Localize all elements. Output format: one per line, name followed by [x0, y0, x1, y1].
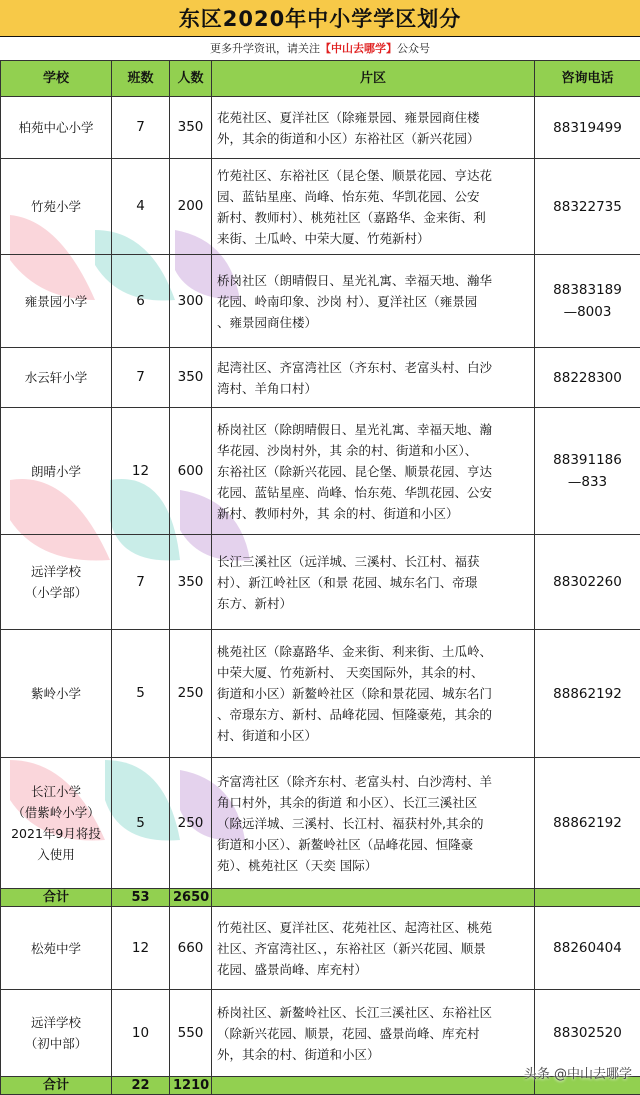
- area-line: 东方、新村）: [217, 596, 292, 611]
- phone-number: [535, 348, 640, 408]
- school-line: （初中部）: [25, 1036, 88, 1051]
- phone-line: 88862192: [553, 815, 622, 831]
- phone-line: 88391186: [553, 452, 622, 468]
- phone-line: 88302520: [553, 1025, 622, 1041]
- middle-school-rows: [1, 907, 640, 1077]
- student-count: 550: [170, 990, 212, 1077]
- school-name: [1, 255, 112, 348]
- school-district-table: [0, 60, 640, 1095]
- district-area: [212, 348, 535, 408]
- table-row: [1, 630, 640, 758]
- area-line: 街道和小区）、新鳌岭社区（品峰花园、恒隆豪: [217, 837, 473, 852]
- area-line: 花园、岭南印象、沙岗 村）、夏洋社区（雍景园: [217, 294, 477, 309]
- phone-line: —8003: [564, 304, 612, 320]
- table-row: [1, 535, 640, 630]
- total-label: 合计: [1, 1077, 112, 1095]
- table-row: [1, 159, 640, 255]
- student-count: 200: [170, 159, 212, 255]
- phone-line: 88228300: [553, 370, 622, 386]
- district-area: [212, 990, 535, 1077]
- school-line: 雍景园小学: [25, 294, 88, 309]
- source-watermark: 头条 @中山去哪学: [524, 1063, 632, 1082]
- student-count: 660: [170, 907, 212, 990]
- area-line: 竹苑社区、夏洋社区、花苑社区、起湾社区、桃苑: [217, 920, 492, 935]
- class-count: 7: [112, 97, 170, 159]
- school-line: 紫岭小学: [31, 686, 81, 701]
- table-row: [1, 255, 640, 348]
- school-line: 朗晴小学: [31, 464, 81, 479]
- school-name: [1, 159, 112, 255]
- area-line: 村）、新江岭社区（和景 花园、城东名门、帝璟: [217, 575, 477, 590]
- area-line: 社区、齐富湾社区、，东裕社区（新兴花园、顺景: [217, 941, 486, 956]
- class-count: 12: [112, 408, 170, 535]
- page-title: 东区2020年中小学学区划分: [0, 0, 640, 37]
- table-header-row: [1, 61, 640, 97]
- phone-number: [535, 255, 640, 348]
- area-line: 园、蓝钻星座、尚峰、怡东苑、华凯花园、公安: [217, 189, 480, 204]
- phone-line: 88322735: [553, 199, 622, 215]
- class-count: 5: [112, 758, 170, 889]
- total-classes: 53: [112, 889, 170, 907]
- area-line: 街道和小区）新鳌岭社区（除和景花园、城东名门: [217, 686, 492, 701]
- area-line: 湾村、羊角口村）: [217, 381, 317, 396]
- subtitle-prefix: 更多升学资讯，请关注: [210, 40, 320, 56]
- total-empty: [212, 889, 535, 907]
- district-area: [212, 97, 535, 159]
- phone-line: 88302260: [553, 574, 622, 590]
- class-count: 4: [112, 159, 170, 255]
- area-line: 苑）、桃苑社区（天奕 国际）: [217, 858, 377, 873]
- total-label: 合计: [1, 889, 112, 907]
- student-count: 250: [170, 758, 212, 889]
- area-line: 花园、蓝钻星座、尚峰、怡东苑、华凯花园、公安: [217, 485, 492, 500]
- area-line: 东裕社区（除新兴花园、昆仑堡、顺景花园、亨达: [217, 464, 492, 479]
- table-row: [1, 907, 640, 990]
- phone-line: 88319499: [553, 120, 622, 136]
- phone-number: [535, 630, 640, 758]
- total-empty: [212, 1077, 535, 1095]
- area-line: 桥岗社区（朗晴假日、星光礼寓、幸福天地、瀚华: [217, 273, 492, 288]
- phone-number: [535, 159, 640, 255]
- phone-line: 88383189: [553, 282, 622, 298]
- table-row: [1, 408, 640, 535]
- area-line: 华花园、沙岗村外，其 余的村、街道和小区）、: [217, 443, 477, 458]
- school-name: [1, 535, 112, 630]
- area-line: （除新兴花园、顺景，花园、盛景尚峰、库充村: [217, 1026, 480, 1041]
- phone-number: [535, 758, 640, 889]
- column-header-phone: 咨询电话: [535, 61, 640, 97]
- area-line: 花园、盛景尚峰、库充村）: [217, 962, 367, 977]
- area-line: 角口村外，其余的街道 和小区）、长江三溪社区: [217, 795, 477, 810]
- area-line: 桃苑社区（除嘉路华、金来街、利来街、土瓜岭、: [217, 644, 492, 659]
- phone-line: —833: [568, 474, 607, 490]
- district-area: [212, 907, 535, 990]
- school-line: （小学部）: [25, 585, 88, 600]
- student-count: 350: [170, 97, 212, 159]
- area-line: 村、街道和小区）: [217, 728, 317, 743]
- area-line: 、雍景园商住楼）: [217, 315, 317, 330]
- district-area: [212, 255, 535, 348]
- table-row: [1, 758, 640, 889]
- subtitle: [0, 37, 640, 59]
- area-line: 、帝璟东方、新村、品峰花园、恒隆豪苑，其余的: [217, 707, 492, 722]
- subtitle-suffix: 公众号: [397, 40, 430, 56]
- total-empty: [535, 889, 640, 907]
- school-line: 水云轩小学: [25, 370, 88, 385]
- class-count: 10: [112, 990, 170, 1077]
- subtitle-highlight: 【中山去哪学】: [320, 40, 397, 56]
- area-line: 起湾社区、齐富湾社区（齐东村、老富头村、白沙: [217, 360, 492, 375]
- area-line: 花苑社区、夏洋社区（除雍景园、雍景园商住楼: [217, 110, 480, 125]
- school-line: 远洋学校: [31, 1015, 81, 1030]
- school-name: [1, 97, 112, 159]
- school-line: 松苑中学: [31, 941, 81, 956]
- area-line: 长江三溪社区（远洋城、三溪村、长江村、福获: [217, 554, 480, 569]
- school-name: [1, 348, 112, 408]
- total-students: 1210: [170, 1077, 212, 1095]
- school-name: [1, 907, 112, 990]
- student-count: 250: [170, 630, 212, 758]
- area-line: （除远洋城、三溪村、长江村、福获村外,其余的: [217, 816, 483, 831]
- area-line: 桥岗社区、新鳌岭社区、长江三溪社区、东裕社区: [217, 1005, 492, 1020]
- column-header-classes: 班数: [112, 61, 170, 97]
- school-name: [1, 408, 112, 535]
- school-line: 远洋学校: [31, 564, 81, 579]
- school-name: [1, 630, 112, 758]
- column-header-students: 人数: [170, 61, 212, 97]
- column-header-school: 学校: [1, 61, 112, 97]
- district-area: [212, 535, 535, 630]
- total-classes: 22: [112, 1077, 170, 1095]
- area-line: 桥岗社区（除朗晴假日、星光礼寓、幸福天地、瀚: [217, 422, 492, 437]
- class-count: 7: [112, 535, 170, 630]
- phone-number: [535, 408, 640, 535]
- school-line: 竹苑小学: [31, 199, 81, 214]
- school-name: [1, 990, 112, 1077]
- student-count: 600: [170, 408, 212, 535]
- phone-line: 88862192: [553, 686, 622, 702]
- primary-total-row: [1, 889, 640, 907]
- area-line: 中荣大厦、竹苑新村、 天奕国际外，其余的村、: [217, 665, 483, 680]
- class-count: 12: [112, 907, 170, 990]
- phone-line: 88260404: [553, 940, 622, 956]
- school-line: 入使用: [37, 847, 75, 862]
- class-count: 6: [112, 255, 170, 348]
- district-area: [212, 408, 535, 535]
- school-line: 2021年9月将投: [11, 826, 101, 841]
- table-row: [1, 348, 640, 408]
- phone-number: [535, 97, 640, 159]
- area-line: 外，其余的街道和小区）东裕社区（新兴花园）: [217, 131, 480, 146]
- area-line: 来街、土瓜岭、中荣大厦、竹苑新村）: [217, 231, 430, 246]
- area-line: 新村、教师村）、桃苑社区（嘉路华、金来街、利: [217, 210, 486, 225]
- school-line: （借紫岭小学）: [12, 805, 100, 820]
- table-row: [1, 97, 640, 159]
- phone-number: [535, 535, 640, 630]
- school-line: 长江小学: [31, 784, 81, 799]
- student-count: 350: [170, 535, 212, 630]
- school-name: [1, 758, 112, 889]
- class-count: 5: [112, 630, 170, 758]
- district-area: [212, 630, 535, 758]
- area-line: 竹苑社区、东裕社区（昆仑堡、顺景花园、亨达花: [217, 168, 492, 183]
- column-header-area: 片区: [212, 61, 535, 97]
- phone-number: [535, 907, 640, 990]
- district-area: [212, 758, 535, 889]
- student-count: 300: [170, 255, 212, 348]
- area-line: 齐富湾社区（除齐东村、老富头村、白沙湾村、羊: [217, 774, 492, 789]
- primary-school-rows: [1, 97, 640, 889]
- class-count: 7: [112, 348, 170, 408]
- area-line: 新村、教师村外，其 余的村、街道和小区）: [217, 506, 458, 521]
- district-area: [212, 159, 535, 255]
- student-count: 350: [170, 348, 212, 408]
- area-line: 外，其余的村、街道和小区）: [217, 1047, 380, 1062]
- school-line: 柏苑中心小学: [18, 120, 93, 135]
- total-students: 2650: [170, 889, 212, 907]
